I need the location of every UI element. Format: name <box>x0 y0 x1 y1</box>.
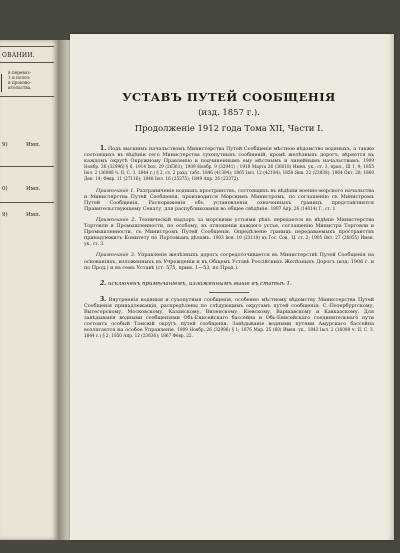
note-text: Техническій надзоръ за морскими устьями рѣкъ передается въ вѣдѣніе Министерства Торговли и Промышленности, по особому, въ отношеніи каждого устья, соглашенію Министра Торговли и Промышленности, съ Министромъ Путей Сообщенія. Опредѣленіе границъ передаваемыхъ пространствъ принадлежитъ Комитету по Портовымъ дѣламъ. <box>84 216 375 242</box>
article-number: 2. <box>100 279 107 287</box>
left-page-entry-num: 0) <box>2 186 8 192</box>
article-number: 3. <box>100 295 107 303</box>
left-page-entry-label: Имп. <box>26 186 41 192</box>
note-text: Управленіе желѣзныхъ дорогъ сосредоточивается въ Министерствѣ Путей Сообщенія на основаніяхъ, изложенныхъ въ Учрежденіи и въ Общемъ Уставѣ Россійскихъ Желѣзныхъ Дорогъ (изд. 1906 г. и по Прод.) и въ семъ Уставѣ (ст. 575, прим. 1—53, по Прод.). <box>84 252 375 271</box>
left-page-entry-label: Имп. <box>26 142 41 148</box>
section-divider <box>209 292 249 293</box>
article-2 <box>84 281 374 287</box>
note-label: Примѣчаніе 3. <box>96 252 136 259</box>
left-page-entry-num: 9) <box>2 212 8 218</box>
left-page-rule-2 <box>0 166 54 167</box>
left-page-entry-label: Имп. <box>26 212 41 218</box>
left-page-rule-under-header <box>0 62 54 63</box>
article-text: Внутреннія водяныя и сухопутныя сообщенія, особенно мѣстному вѣдомству Министерства Путей Сообщенія принадлежащія, распредѣлены по слѣдующимъ округамъ путей сообщенія: С.-Петербургскому, Вытегорскому, Московскому, Казанскому, Виленскому, Кіевскому, Варшавскому и Кавказскому. Для завѣдыванія водными сообщеніями Обь-Енисейскаго бассейна и Обь-Енисейскаго соединительнаго пути состоитъ особый Томскій округъ путей сообщенія. Завѣдываніе водными путями Амурскаго бассейна возлагается на особое Управленіе. <box>84 296 374 334</box>
left-page-fragment-3: я произво- <box>8 80 32 85</box>
left-page <box>0 40 58 540</box>
article-number: 1. <box>100 145 107 152</box>
page-title: УСТАВЪ ПУТЕЙ СООБЩЕНІЯ <box>122 90 336 104</box>
left-page-fragment-4: ительства. <box>8 85 32 90</box>
article-1 <box>84 146 374 183</box>
note-1 <box>84 188 374 212</box>
article-text: исключенъ примѣчаніемъ, изложеннымъ выше въ статьѣ 1. <box>108 280 292 287</box>
note-references: 1903 Іюн. 10 (23119) въ Гос. Сов., Ц. ст. 2; 1905 Окт. 27 (26855) Имен. ук., ст. 3. <box>84 235 374 247</box>
note-3 <box>84 252 374 270</box>
note-2 <box>84 217 374 247</box>
left-page-rule-1 <box>0 96 54 97</box>
article-references: 1909 Ноябр. 26 (32996) § 6, 1914 Іюл. 29 (26361); 1909 Ноябр. 9 (32941) ; 1918 Марта 26 (36018) Имен. ук., ст. 3, прил., Ш 1, 9; 1855 Іюл. 2 (36088 ч. II, С. З. 1844 г.) § 2, ст. 2 разд. табл. 1846 (41394); 1865 Іюл. 12 (42184); 1850 Янв. 22 (23838); 1864 Окт. 28; 1860 Дек. 14; Февр. 11 (27116); 1848 Іюл. 16 (25375); 1849 Апр. 26 (23372). <box>84 158 375 182</box>
edition-label: (изд. 1857 г.). <box>198 108 260 118</box>
left-page-entry-num: 9) <box>2 142 8 148</box>
book-gutter <box>58 40 70 540</box>
note-label: Примѣчаніе 2. <box>96 216 136 223</box>
left-page-bracket <box>1 74 6 92</box>
document-page <box>70 34 394 540</box>
note-references: 1897 Апр. 26 (14014) Г., ст. 1. <box>270 205 337 211</box>
page-content <box>84 34 374 339</box>
note-label: Примѣчаніе 1. <box>96 187 135 194</box>
left-page-fragment-2: 1 и полез- <box>8 75 31 80</box>
article-references: 1909 Ноябр. 26 (32996) § 1; 1876 Мар. 25 (60) Имен. ук., 1843 Іюл. 2 (16098 ч. II, С. З. 1844 г.) § 2; 1850 Апр. 12 (23636); 1867 Февр. 22. <box>84 327 374 339</box>
article-text: Подъ высшимъ начальствомъ Министерства Путей Сообщенія мѣстное вѣдомство водяныхъ, а также состоящихъ въ вѣдѣніи сего Министерства сухопутныхъ сообщеній, кромѣ желѣзныхъ дорогъ, вѣряется въ каждомъ округѣ Окружному Правленію и подчиненнымъ ему мѣстнымъ и линейнымъ начальствамъ. <box>84 146 374 165</box>
left-page-fragment-1: я перевоз- <box>8 70 31 75</box>
note-text: Разграниченіе водныхъ пространствъ, состоящихъ въ вѣдѣніи военно-морского начальства и Министерства Путей Сообщенія, производится Морскимъ Министромъ, по соглашенію съ Министромъ Путей Сообщенія. Распоряженія объ установленіи означенныхъ границъ представляются Правительствующему Сенату, для распубликованія во общее свѣдѣніе. <box>84 187 374 212</box>
left-page-rule-3 <box>0 202 54 203</box>
continuation-heading: Продолженіе 1912 года Тома XII, Части I. <box>134 124 324 134</box>
left-page-header: ОВАНИИ. <box>2 52 35 59</box>
left-page-rule-top <box>0 46 54 47</box>
article-3 <box>84 297 374 340</box>
